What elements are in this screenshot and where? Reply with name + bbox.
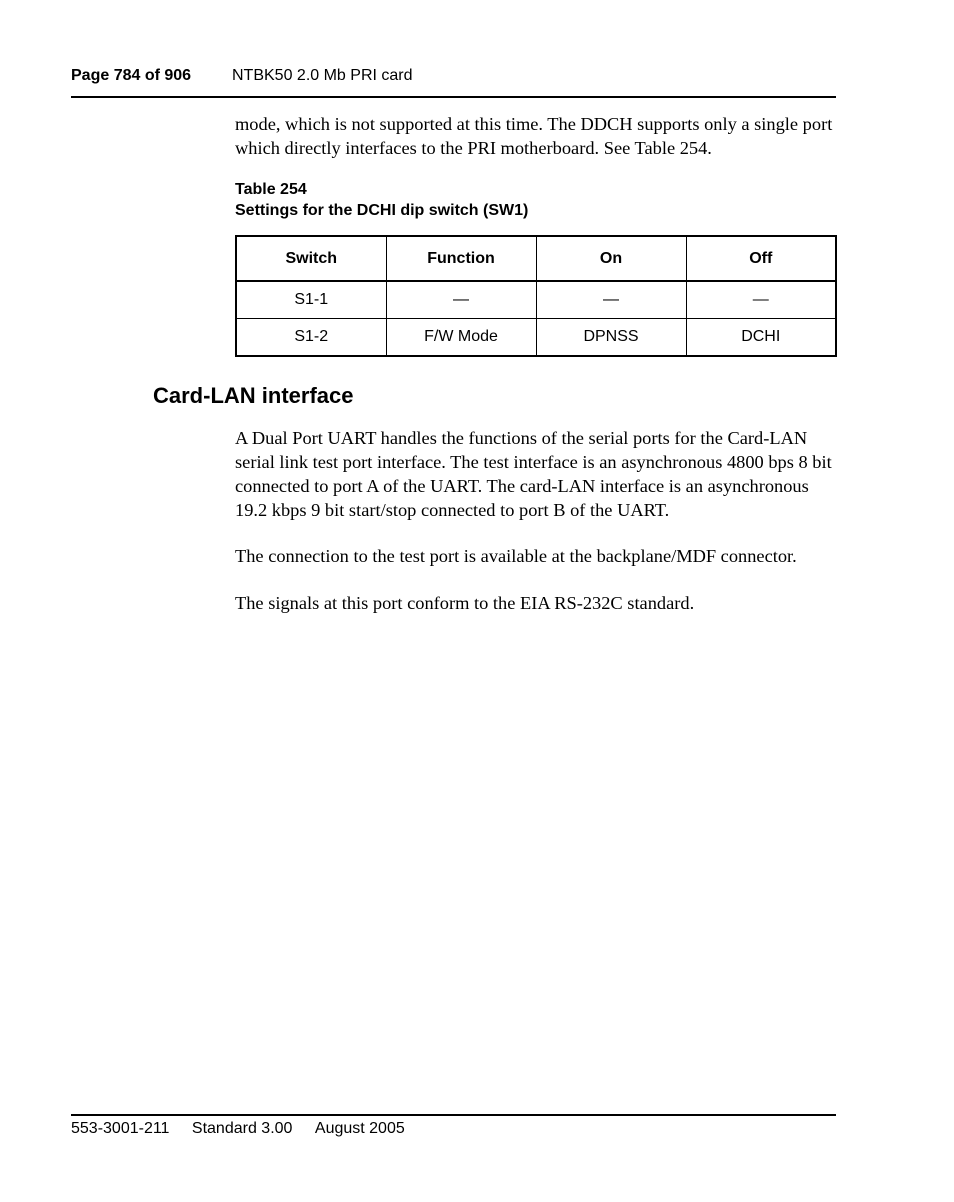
footer-doc-number: 553-3001-211 (71, 1120, 170, 1137)
table-cell: DPNSS (536, 319, 686, 357)
table-row (236, 319, 836, 357)
table-cell: — (536, 281, 686, 319)
column-header-function: Function (386, 236, 536, 281)
footer-date: August 2005 (314, 1120, 405, 1137)
page-header (71, 66, 836, 98)
document-title: NTBK50 2.0 Mb PRI card (232, 67, 413, 84)
table-cell: — (686, 281, 836, 319)
footer-standard: Standard 3.00 (191, 1120, 293, 1137)
table-cell: — (386, 281, 536, 319)
table-row (236, 281, 836, 319)
table-cell: DCHI (686, 319, 836, 357)
section-paragraph-signals: The signals at this port conform to the EIA RS-232C standard. (235, 593, 695, 613)
table-number: Table 254 (235, 181, 307, 198)
section-paragraph-uart: A Dual Port UART handles the functions of the serial ports for the Card-LAN serial link test port interface. The test interface is an asynchronous 4800 bps 8 bit connected to port A of the UART. The card-LAN interface is an asynchronous 19.2 kbps 9 bit start/stop connected to port B of the UART. (235, 428, 832, 520)
page-number: Page 784 of 906 (71, 67, 192, 84)
column-header-off: Off (686, 236, 836, 281)
intro-paragraph: mode, which is not supported at this time. The DDCH supports only a single port which directly interfaces to the PRI motherboard. See Table 254. (235, 114, 833, 158)
table-cell: S1-2 (236, 319, 386, 357)
table-cell: F/W Mode (386, 319, 536, 357)
section-paragraph-connection: The connection to the test port is available at the backplane/MDF connector. (235, 546, 797, 566)
column-header-switch: Switch (236, 236, 386, 281)
column-header-on: On (536, 236, 686, 281)
dip-switch-settings-table (235, 235, 837, 357)
table-title: Settings for the DCHI dip switch (SW1) (235, 202, 529, 219)
table-cell: S1-1 (236, 281, 386, 319)
section-heading: Card-LAN interface (153, 383, 354, 408)
page-footer (71, 1114, 836, 1138)
table-header-row (236, 236, 836, 281)
